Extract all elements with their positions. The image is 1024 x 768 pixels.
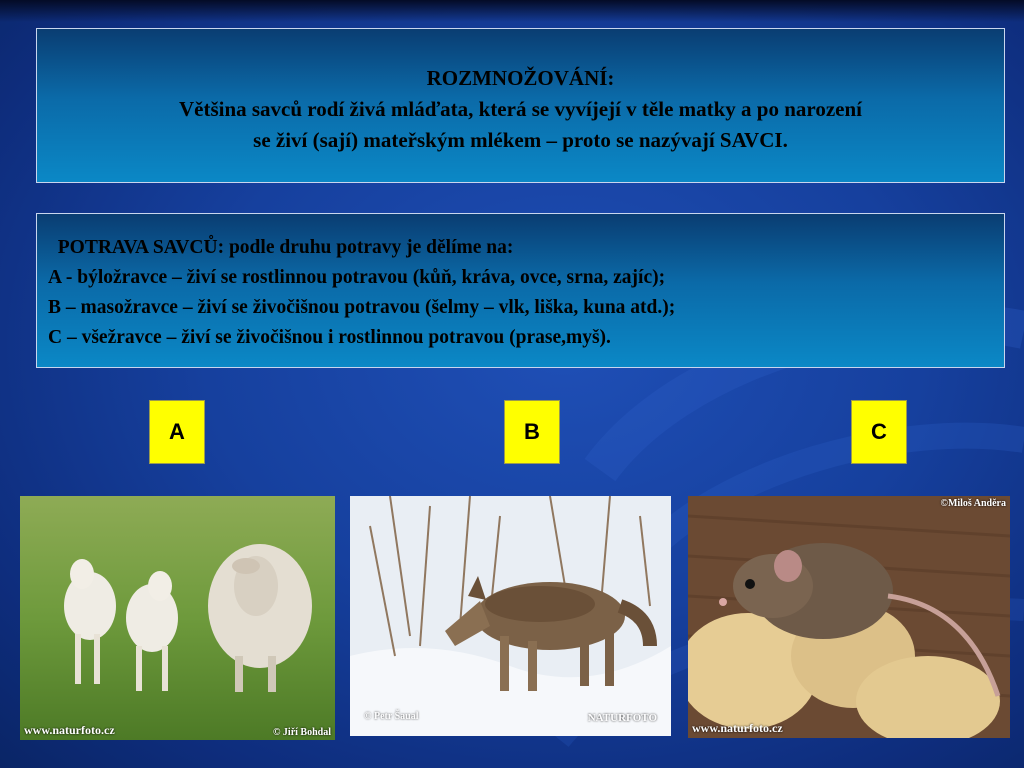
mouse-watermark-left: www.naturfoto.cz <box>692 721 783 735</box>
sheep-photo <box>20 496 335 740</box>
diet-textbox <box>36 213 1005 368</box>
label-a: A <box>149 400 205 464</box>
reproduction-heading: ROZMNOŽOVÁNÍ: <box>426 66 615 90</box>
reproduction-text-line1: Většina savců rodí živá mláďata, která se vyvíjejí v těle matky a po narození <box>178 97 863 121</box>
sheep-watermark-right: © Jiří Bohdal <box>272 727 331 738</box>
reproduction-text-line2: se živí (sají) mateřským mlékem – proto se nazývají SAVCI. <box>253 128 788 152</box>
diet-line-b: B – masožravce – živí se živočišnou potravou (šelmy – vlk, liška, kuna atd.); <box>48 297 676 318</box>
reproduction-textbox <box>36 28 1005 183</box>
mouse-watermark-top: ©Miloš Anděra <box>940 498 1006 509</box>
diet-line-c: C – všežravce – živí se živočišnou i rostlinnou potravou (prase,myš). <box>48 327 611 348</box>
wolf-photo <box>350 496 671 736</box>
sheep-watermark-left: www.naturfoto.cz <box>24 723 115 737</box>
diet-heading: POTRAVA SAVCŮ: podle druhu potravy je dělíme na: <box>48 237 514 258</box>
top-dark-band <box>0 0 1024 22</box>
wolf-watermark-right: NATURFOTO <box>587 712 657 724</box>
label-c: C <box>851 400 907 464</box>
wolf-watermark-left: © Petr Šaual <box>364 711 419 722</box>
label-b: B <box>504 400 560 464</box>
diet-line-a: A - býložravce – živí se rostlinnou potravou (kůň, kráva, ovce, srna, zajíc); <box>48 267 666 288</box>
mouse-photo <box>688 496 1010 738</box>
